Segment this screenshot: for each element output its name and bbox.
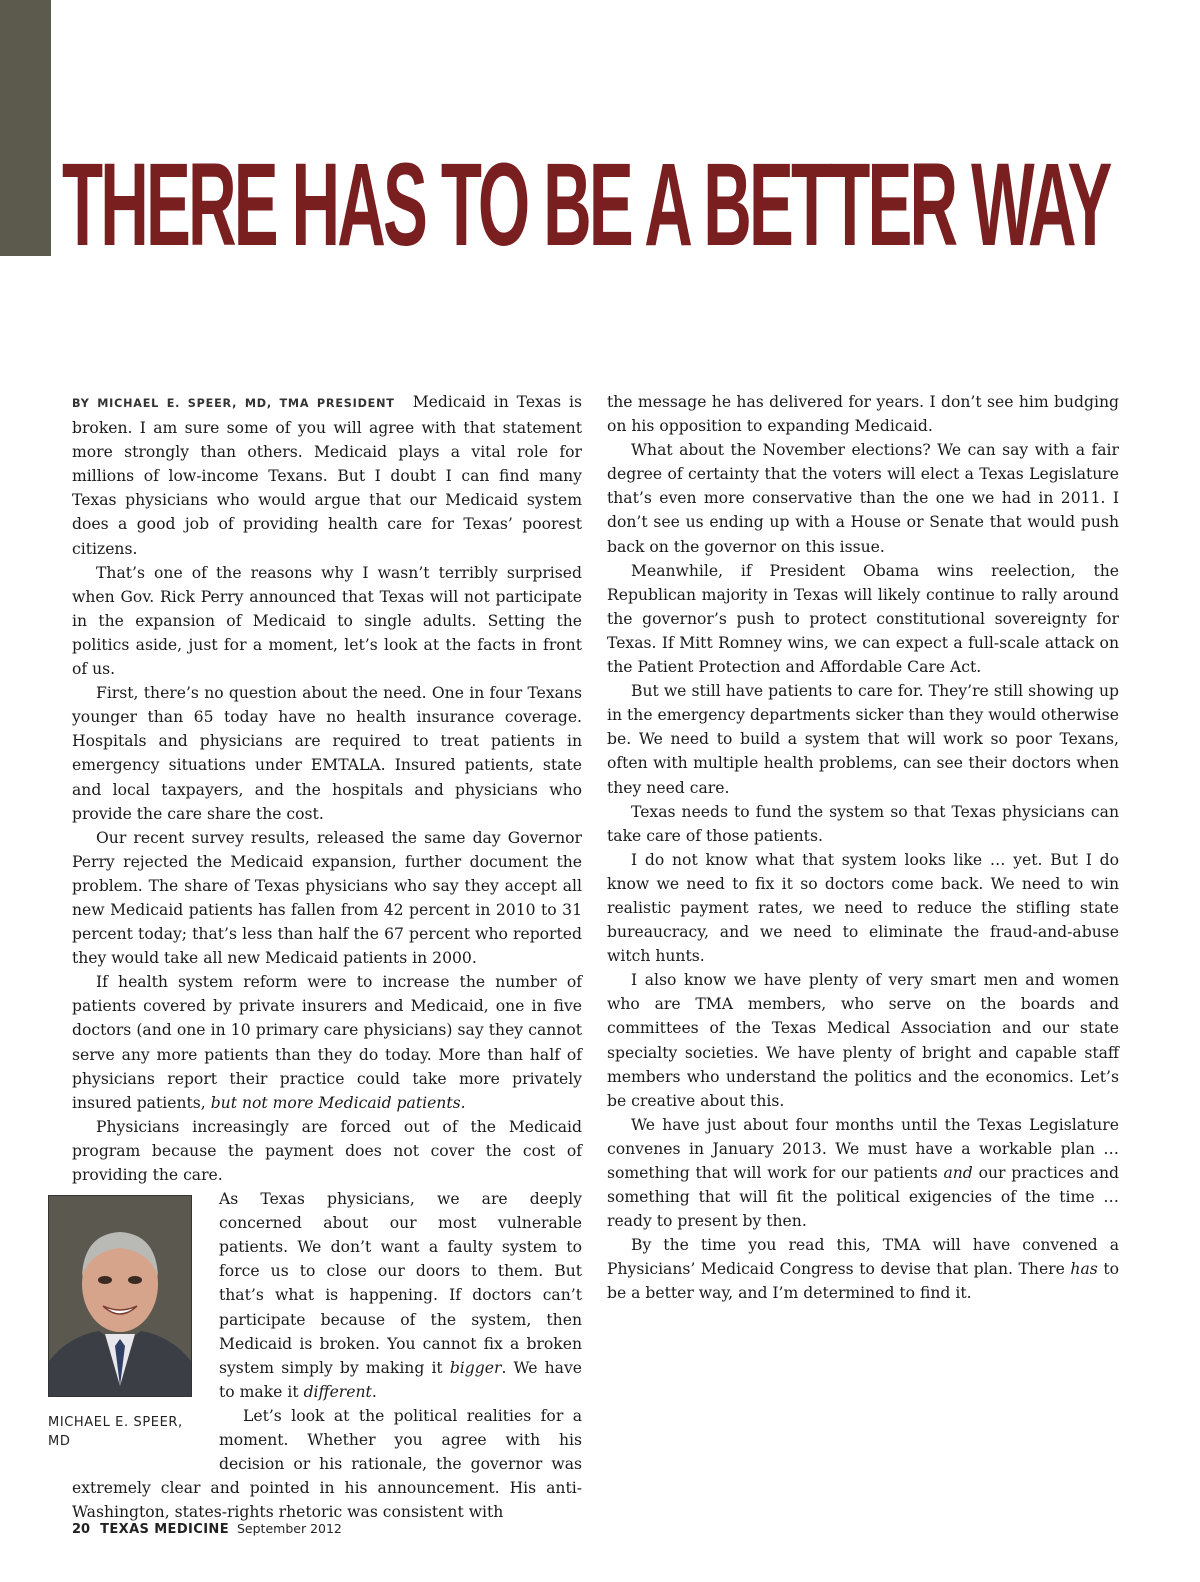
paragraph: That’s one of the reasons why I wasn’t terribly surprised when Gov. Rick Perry announced that Texas will not participate in the expansion of Medicaid to single adults. Setting the politics aside, just for a moment, let’s look at the facts in front of us. (72, 563, 582, 679)
headline: THERE HAS TO BE A BETTER WAY (62, 139, 1110, 271)
byline: BY MICHAEL E. SPEER, MD, TMA PRESIDENT (72, 397, 395, 410)
article-column-right (607, 390, 1119, 1306)
paragraph: Meanwhile, if President Obama wins reelection, the Republican majority in Texas will likely continue to rally around the governor’s push to protect constitutional sovereignty for Texas. If Mitt Romney wins, we can expect a full-scale attack on the Patient Protection and Affordable Care Act. (607, 561, 1119, 677)
emphasis-text: different (303, 1382, 372, 1401)
article-column-left (48, 390, 582, 1524)
page-footer (72, 1521, 342, 1537)
paragraph: But we still have patients to care for. They’re still showing up in the emergency departments sicker than they would otherwise be. We need to build a system that will work so poor Texans, often with multiple health problems, can see their doctors when they need care. (607, 682, 1119, 797)
paragraph: What about the November elections? We can say with a fair degree of certainty that the voters will elect a Texas Legislature that’s even more conservative than the one we had in 2011. I don’t see us ending up with a House or Senate that would push back on the governor on this issue. (607, 441, 1119, 556)
author-photo-block (48, 1187, 206, 1457)
photo-caption: MICHAEL E. SPEER, MD (48, 1415, 183, 1450)
paragraph: Texas needs to fund the system so that Texas physicians can take care of those patients. (607, 802, 1119, 845)
paragraph: Let’s look at the political realities for a moment. Whether you agree with his decision or his rationale, the governor was extremely clear and pointed in his announcement. His anti-Washington, states-rights rhetoric was consistent with (72, 1406, 582, 1522)
magazine-name: TEXAS MEDICINE (100, 1522, 229, 1537)
paragraph-continued: As Texas physicians, we are deeply concerned about our most vulnerable patients. We don’t want a faulty system to force us to close our doors to them. But that’s what is happening. If doctors can’t participate because of the system, then Medicaid is broken. You cannot fix a broken system simply by making it bigger. We have to make it different. (219, 1190, 582, 1401)
paragraph: If health system reform were to increase the number of patients covered by private insurers and Medicaid, one in five doctors (and one in 10 primary care physicians) say they cannot serve any more patients than they do today. More than half of physicians report their practice could take more privately insured patients, but not more Medicaid patients. (72, 973, 582, 1112)
paragraph: the message he has delivered for years. I don’t see him budging on his opposition to expanding Medicaid. (607, 393, 1119, 436)
issue-date: September 2012 (237, 1521, 342, 1536)
paragraph: BY MICHAEL E. SPEER, MD, TMA PRESIDENT Medicaid in Texas is broken. I am sure some of you will agree with that statement more strongly than others. Medicaid plays a vital role for millions of low-income Texans. But I doubt I can find many Texas physicians who would argue that our Medicaid system does a good job of providing health care for Texas’ poorest citizens. (72, 393, 582, 558)
paragraph: We have just about four months until the Texas Legislature convenes in January 2013. We must have a workable plan … something that will work for our patients and our practices and something that will fit the political exigencies of the time … ready to present by then. (607, 1115, 1119, 1231)
paragraph: Physicians increasingly are forced out of the Medicaid program because the payment does not cover the cost of providing the care. (72, 1117, 582, 1184)
emphasis-text: has (1070, 1260, 1098, 1279)
paragraph: I do not know what that system looks like … yet. But I do know we need to fix it so doctors come back. We need to win realistic payment rates, we need to reduce the stifling state bureaucracy, and we need to eliminate the fraud-and-abuse witch hunts. (607, 850, 1119, 966)
author-photo (48, 1195, 192, 1397)
accent-bar (0, 0, 51, 256)
portrait-illustration (49, 1196, 191, 1396)
emphasis-text: bigger (449, 1358, 502, 1377)
paragraph: By the time you read this, TMA will have convened a Physicians’ Medicaid Congress to devise that plan. There has to be a better way, and I’m determined to find it. (607, 1236, 1119, 1303)
paragraph: I also know we have plenty of very smart men and women who are TMA members, who serve on the boards and committees of the Texas Medical Association and our state specialty societies. We have plenty of bright and capable staff members who understand the politics and the economics. Let’s be creative about this. (607, 971, 1119, 1110)
paragraph: Our recent survey results, released the same day Governor Perry rejected the Medicaid expansion, further document the problem. The share of Texas physicians who say they accept all new Medicaid patients has fallen from 42 percent in 2010 to 31 percent today; that’s less than half the 67 percent who reported they would take all new Medicaid patients in 2000. (72, 828, 582, 968)
paragraph: First, there’s no question about the need. One in four Texans younger than 65 today have no health insurance coverage. Hospitals and physicians are required to treat patients in emergency situations under EMTALA. Insured patients, state and local taxpayers, and the hospitals and physicians who provide the care share the cost. (72, 684, 582, 823)
page-number: 20 (72, 1522, 91, 1537)
emphasis-text: and (943, 1164, 973, 1182)
emphasis-text: but not more Medicaid patients. (210, 1093, 466, 1112)
